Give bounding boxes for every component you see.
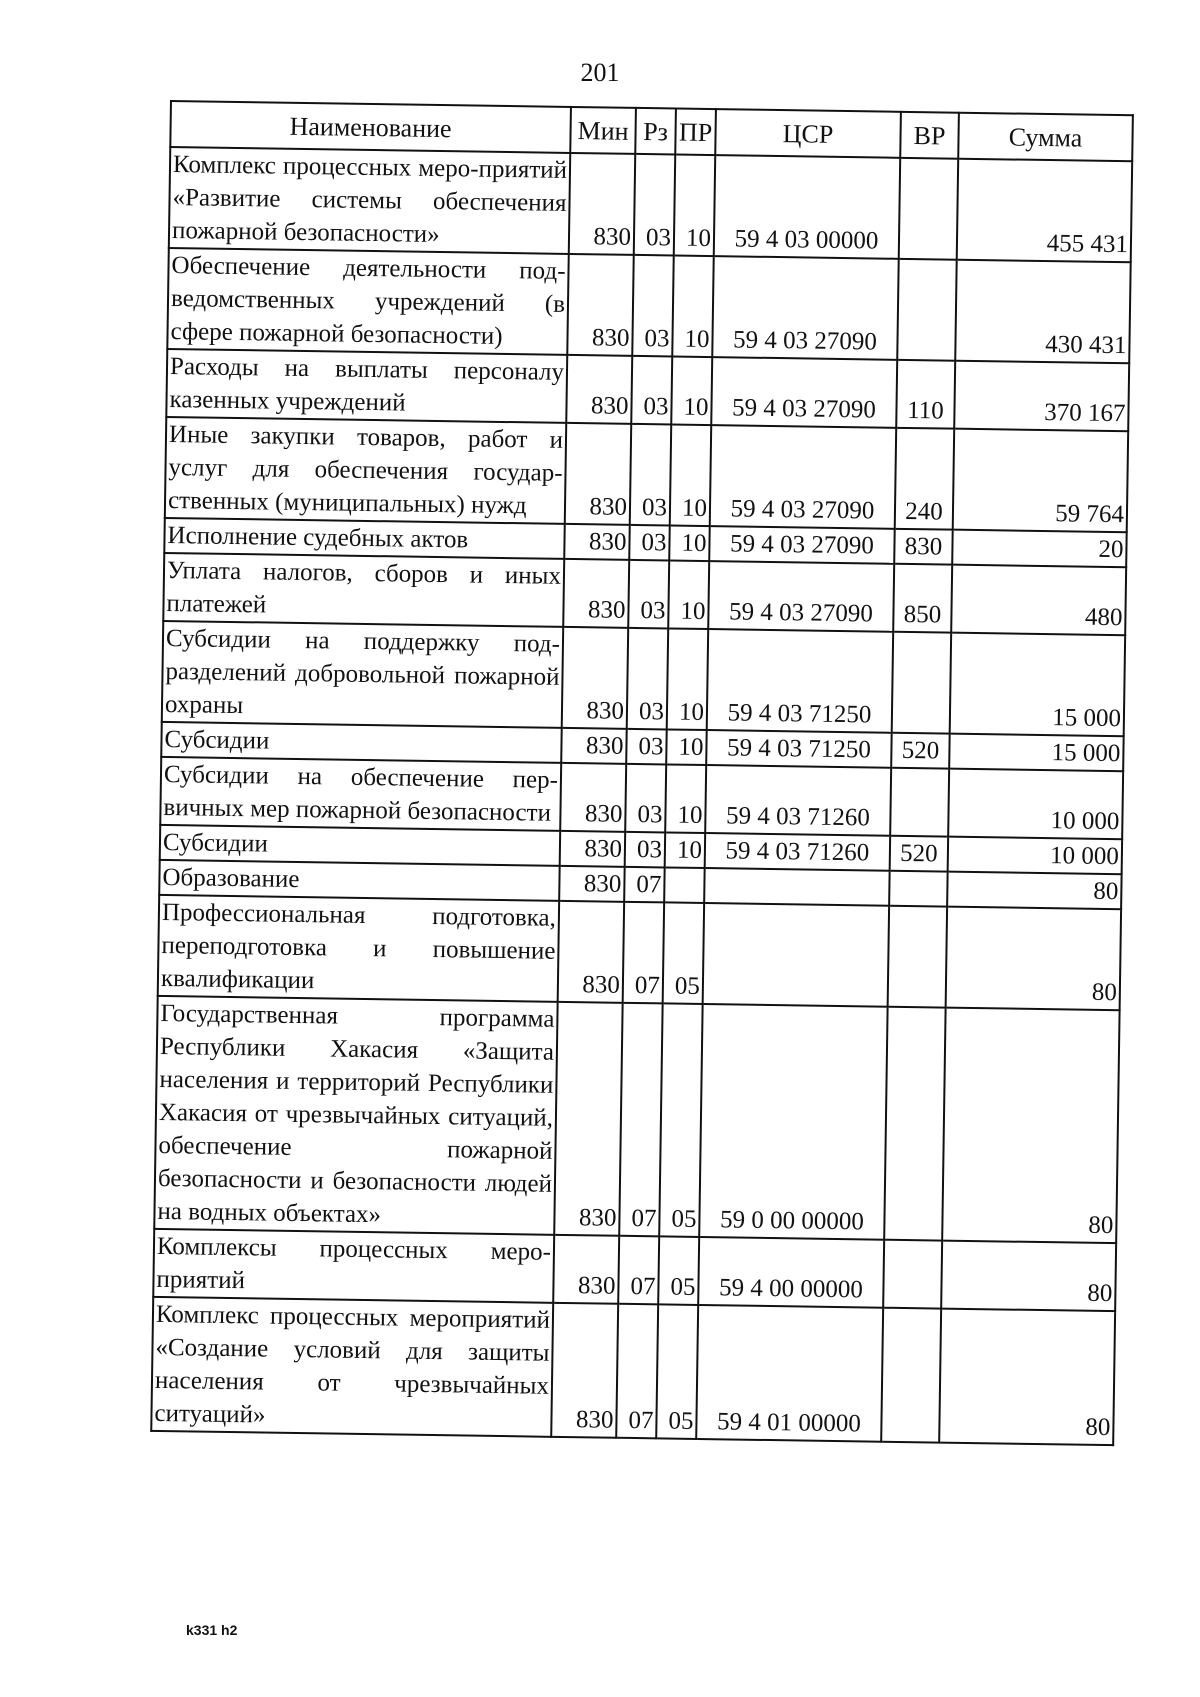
cell-name: Иные закупки товаров, работ и услуг для обеспечения государственных (муниципальных) нужд	[165, 417, 566, 524]
cell-vr: 520	[890, 836, 949, 872]
cell-csr: 59 4 03 27090	[709, 526, 894, 564]
cell-sum: 480	[951, 565, 1126, 636]
cell-sum: 80	[947, 872, 1122, 910]
cell-sum: 10 000	[948, 837, 1123, 875]
cell-name: Исполнение судебных актов	[164, 518, 564, 559]
cell-csr: 59 4 03 71260	[705, 833, 890, 871]
header-vr: ВР	[900, 112, 959, 159]
cell-name: Субсидии на поддержку подразделений добровольной пожарной охраны	[162, 621, 563, 728]
cell-name: Профессиональная подготовка, переподготовка и повышение квалификации	[158, 895, 559, 1002]
cell-vr	[890, 768, 949, 837]
cell-name: Комплекс процессных мероприятий «Создание условий для защиты населения от чрезвычайных ситуаций»	[151, 1297, 553, 1437]
cell-csr: 59 4 01 00000	[696, 1305, 883, 1442]
cell-min: 830	[553, 1235, 619, 1304]
cell-vr	[899, 158, 958, 260]
cell-rz: 07	[623, 902, 664, 1004]
cell-pr: 10	[666, 729, 707, 765]
cell-sum: 370 167	[954, 361, 1129, 432]
header-sum: Сумма	[958, 113, 1133, 162]
cell-min: 830	[560, 831, 626, 867]
header-csr: ЦСР	[715, 109, 901, 158]
cell-pr: 10	[674, 155, 715, 257]
cell-rz: 03	[628, 560, 669, 629]
cell-rz: 03	[627, 628, 668, 730]
header-min: Мин	[570, 107, 636, 154]
cell-pr: 10	[665, 832, 706, 868]
table-row	[167, 248, 1130, 363]
cell-min: 830	[558, 901, 624, 1003]
cell-vr: 520	[891, 733, 950, 769]
cell-vr	[897, 259, 956, 361]
cell-vr	[892, 632, 951, 734]
cell-csr: 59 4 03 71250	[707, 629, 893, 733]
cell-name: Комплекс процессных меро-приятий «Развитие системы обеспечения пожарной безопасности»	[169, 147, 570, 254]
cell-sum: 430 431	[955, 260, 1130, 364]
cell-min: 830	[564, 524, 630, 560]
cell-name: Уплата налогов, сборов и иных платежей	[163, 553, 564, 627]
cell-csr: 59 4 00 00000	[698, 1237, 884, 1308]
cell-vr: 240	[895, 428, 954, 530]
cell-vr	[881, 1308, 941, 1443]
table-row	[165, 417, 1128, 532]
cell-pr	[664, 867, 705, 903]
cell-vr: 110	[896, 360, 955, 429]
cell-rz: 03	[629, 525, 670, 561]
cell-rz: 03	[634, 154, 675, 256]
cell-vr	[883, 1240, 942, 1309]
cell-name: Субсидии	[161, 722, 561, 763]
cell-pr: 10	[669, 525, 710, 561]
cell-rz: 07	[624, 867, 665, 903]
cell-min: 830	[567, 254, 633, 356]
cell-csr: 59 0 00 00000	[699, 1004, 887, 1240]
cell-vr: 830	[894, 529, 953, 565]
cell-pr: 05	[663, 902, 704, 1004]
cell-pr: 05	[658, 1236, 699, 1305]
cell-csr	[703, 903, 889, 1007]
cell-name: Субсидии на обеспечение первичных мер пожарной безопасности	[160, 757, 561, 831]
cell-name: Обеспечение деятельности подведомственных учреждений (в сфере пожарной безопасности)	[167, 248, 568, 355]
cell-pr: 10	[667, 628, 708, 730]
header-rz: Рз	[635, 108, 676, 155]
cell-rz: 03	[626, 729, 667, 765]
footer-code: k331 h2	[186, 1622, 238, 1638]
cell-csr: 59 4 03 27090	[710, 425, 896, 529]
cell-csr: 59 4 03 71250	[706, 730, 891, 768]
cell-min: 830	[565, 423, 631, 525]
cell-csr: 59 4 03 71260	[705, 765, 891, 836]
cell-sum: 15 000	[949, 734, 1124, 772]
cell-sum: 455 431	[957, 159, 1132, 263]
table-row	[158, 895, 1121, 1010]
header-pr: ПР	[675, 109, 716, 156]
cell-rz: 03	[632, 255, 673, 357]
cell-vr: 850	[893, 564, 952, 633]
page-number: 201	[580, 58, 620, 87]
cell-name: Субсидии	[160, 825, 560, 866]
cell-pr: 10	[672, 255, 713, 357]
cell-sum: 80	[942, 1008, 1119, 1244]
cell-min: 830	[559, 866, 625, 902]
cell-sum: 80	[946, 907, 1121, 1011]
cell-rz: 03	[630, 424, 671, 526]
cell-sum: 59 764	[953, 429, 1128, 533]
cell-rz: 03	[625, 832, 666, 868]
cell-min: 830	[551, 1303, 618, 1438]
cell-csr: 59 4 03 00000	[714, 155, 900, 259]
cell-min: 830	[566, 355, 632, 424]
cell-csr: 59 4 03 27090	[711, 357, 897, 428]
cell-sum: 10 000	[948, 769, 1123, 840]
cell-sum: 80	[941, 1241, 1116, 1312]
cell-name: Расходы на выплаты персоналу казенных учреждений	[166, 349, 567, 423]
cell-min: 830	[569, 153, 635, 255]
table-body	[151, 147, 1132, 1445]
cell-min: 830	[561, 728, 627, 764]
cell-name: Образование	[159, 860, 559, 901]
cell-pr: 05	[659, 1003, 702, 1237]
cell-sum: 20	[952, 530, 1127, 568]
cell-pr: 10	[671, 356, 712, 425]
cell-rz: 07	[616, 1304, 658, 1439]
cell-rz: 03	[625, 764, 666, 833]
table-row	[154, 996, 1119, 1243]
cell-pr: 10	[670, 424, 711, 526]
table-row	[151, 1297, 1115, 1445]
cell-rz: 07	[619, 1003, 662, 1237]
cell-csr	[704, 868, 889, 906]
cell-min: 830	[563, 559, 629, 628]
cell-csr: 59 4 03 27090	[712, 256, 898, 360]
cell-vr	[888, 906, 947, 1008]
cell-vr	[884, 1007, 945, 1241]
cell-rz: 03	[631, 356, 672, 425]
cell-pr: 10	[668, 560, 709, 629]
cell-name: Государственная программа Республики Хакасия «Защита населения и территорий Республики Хакасия от чрезвычайных ситуаций, обеспечение пожарной безопасности и безопасности людей на водных объектах»	[154, 996, 557, 1235]
cell-csr: 59 4 03 27090	[708, 561, 894, 632]
table-row	[169, 147, 1132, 262]
cell-pr: 05	[656, 1304, 698, 1439]
header-name: Наименование	[170, 101, 571, 153]
cell-min: 830	[554, 1002, 622, 1236]
cell-min: 830	[560, 763, 626, 832]
cell-vr	[889, 871, 948, 907]
budget-table	[150, 100, 1134, 1446]
cell-pr: 10	[665, 764, 706, 833]
cell-sum: 80	[939, 1309, 1115, 1446]
cell-min: 830	[562, 627, 628, 729]
cell-rz: 07	[618, 1236, 659, 1305]
cell-name: Комплексы процессных мероприятий	[153, 1229, 554, 1303]
table-row	[162, 621, 1125, 736]
cell-sum: 15 000	[950, 633, 1125, 737]
